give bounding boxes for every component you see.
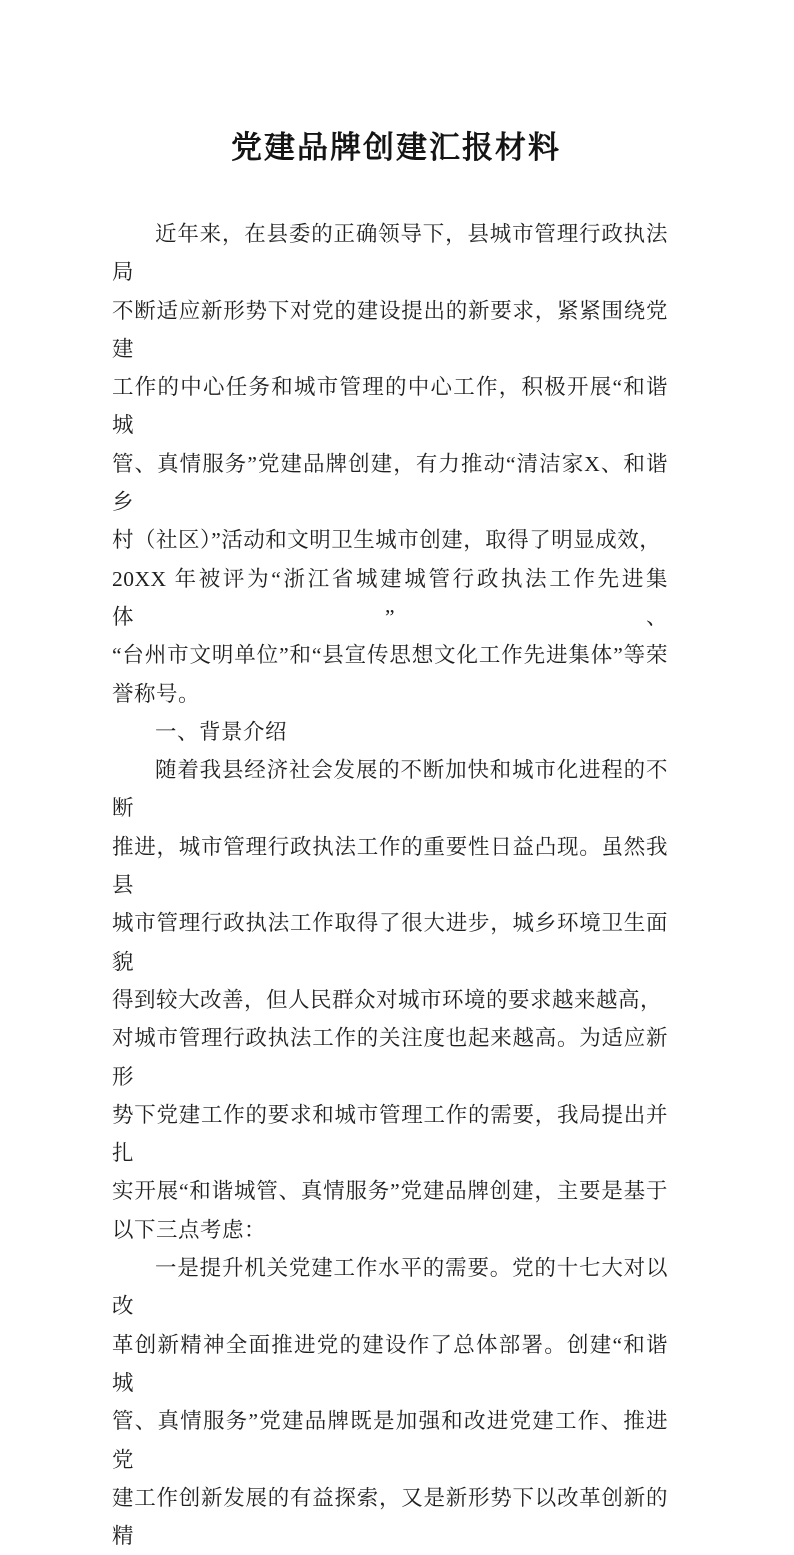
text-line: 管、真情服务”党建品牌创建，有力推动“清洁家X、和谐乡 (112, 451, 668, 515)
text-line: 革创新精神全面推进党的建设作了总体部署。创建“和谐城 (112, 1332, 668, 1395)
text-line: 城市管理行政执法工作取得了很大进步，城乡环境卫生面貌 (112, 911, 668, 974)
text-line: 一是提升机关党建工作水平的需要。党的十七大对以改 (112, 1256, 668, 1319)
text-line: 得到较大改善，但人民群众对城市环境的要求越来越高， (112, 987, 663, 1012)
section-heading: 一、背景介绍 (155, 719, 288, 744)
text-line: 建工作创新发展的有益探索，又是新形势下以改革创新的精 (112, 1485, 668, 1549)
text-line: “台州市文明单位”和“县宣传思想文化工作先进集体”等荣 (112, 643, 668, 668)
text-line: 势下党建工作的要求和城市管理工作的需要，我局提出并扎 (112, 1102, 668, 1166)
document-title: 党建品牌创建汇报材料 (231, 130, 561, 165)
text-line: 以下三点考虑： (112, 1217, 267, 1242)
text-line: 20XX 年被评为“浙江省城建城管行政执法工作先进集体”、 (112, 566, 668, 629)
text-line: 推进，城市管理行政执法工作的重要性日益凸现。虽然我县 (112, 834, 668, 898)
text-line: 不断适应新形势下对党的建设提出的新要求，紧紧围绕党建 (112, 298, 668, 361)
text-line: 对城市管理行政执法工作的关注度也起来越高。为适应新形 (112, 1026, 668, 1089)
text-line: 工作的中心任务和城市管理的中心工作，积极开展“和谐城 (112, 375, 668, 438)
document-body (112, 215, 668, 1555)
text-line: 随着我县经济社会发展的不断加快和城市化进程的不断 (112, 758, 668, 821)
text-line: 实开展“和谐城管、真情服务”党建品牌创建，主要是基于 (112, 1179, 668, 1204)
text-line: 村（社区）”活动和文明卫生城市创建，取得了明显成效， (112, 528, 662, 553)
text-line: 管、真情服务”党建品牌既是加强和改进党建工作、推进党 (112, 1409, 668, 1472)
text-line: 近年来，在县委的正确领导下，县城市管理行政执法局 (112, 222, 668, 285)
text-line: 誉称号。 (112, 681, 201, 706)
